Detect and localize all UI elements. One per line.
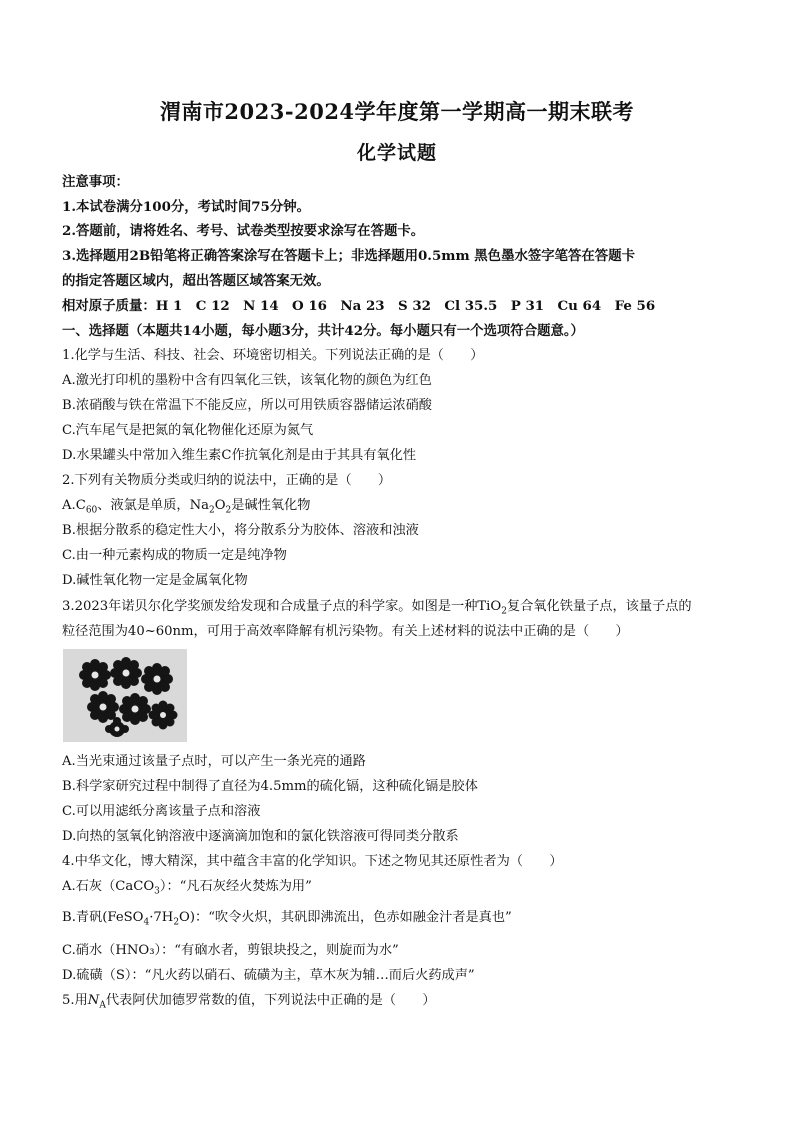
q5-na-symbol: N — [87, 993, 100, 1008]
q3-stem — [62, 598, 742, 621]
q4-b-sub-1: 4 — [143, 917, 150, 928]
q3-stem-text-2: 复合氧化铁量子点，该量子点的 — [506, 599, 692, 614]
q2-a-sub-1: 60 — [85, 505, 98, 516]
q5-text-2: 代表阿伏加德罗常数的值，下列说法中正确的是（ ） — [105, 993, 436, 1008]
q3-stem-text-1: 3.2023年诺贝尔化学奖颁发给发现和合成量子点的科学家。如图是一种TiO — [62, 599, 502, 614]
q2-option-a — [62, 497, 742, 520]
q4-b-text-3: O)：“吹令火炽，其矾即沸流出，色赤如融金汁者是真也” — [179, 910, 512, 925]
q4-option-b — [62, 909, 742, 932]
q5-stem — [62, 992, 742, 1015]
q4-stem: 4.中华文化，博大精深，其中蕴含丰富的化学知识。下述之物见其还原性者为（ ） — [62, 854, 563, 869]
q1-option-a: A.激光打印机的墨粉中含有四氧化三铁，该氧化物的颜色为红色 — [62, 373, 432, 388]
notes-heading: 注意事项： — [62, 174, 129, 190]
q1-stem: 1.化学与生活、科技、社会、环境密切相关。下列说法正确的是（ ） — [62, 348, 484, 363]
q1-option-d: D.水果罐头中常加入维生素C作抗氧化剂是由于其具有氧化性 — [62, 448, 417, 463]
section-heading: 一、选择题（本题共14小题，每小题3分，共计42分。每小题只有一个选项符合题意。） — [62, 323, 584, 339]
quantum-dot-figure — [63, 649, 187, 742]
q1-option-c: C.汽车尾气是把氮的氧化物催化还原为氮气 — [62, 423, 314, 438]
q1-option-b: B.浓硝酸与铁在常温下不能反应，所以可用铁质容器储运浓硝酸 — [62, 398, 432, 413]
q2-a-sub-2: 2 — [208, 505, 215, 516]
q4-option-d: D.硫磺（S）：“凡火药以硝石、硫磺为主，草木灰为辅…而后火药成声” — [62, 968, 475, 983]
note-item-3-cont: 的指定答题区域内，超出答题区域答案无效。 — [62, 273, 330, 289]
q3-option-d: D.向热的氢氧化钠溶液中逐滴滴加饱和的氯化铁溶液可得同类分散系 — [62, 829, 459, 844]
note-item-1: 1.本试卷满分100分，考试时间75分钟。 — [62, 199, 311, 215]
q4-option-a — [62, 878, 742, 901]
exam-title: 渭南市2023-2024学年度第一学期高一期末联考 — [159, 99, 635, 124]
q2-option-c: C.由一种元素构成的物质一定是纯净物 — [62, 548, 287, 563]
q4-option-c: C.硝水（HNO₃）：“有硇水者，剪银块投之，则旋而为水” — [62, 943, 399, 958]
q2-a-sub-3: 2 — [225, 505, 232, 516]
q2-a-text-1: A.C — [62, 498, 86, 513]
q3-option-a: A.当光束通过该量子点时，可以产生一条光亮的通路 — [62, 754, 366, 769]
q2-option-d: D.碱性氧化物一定是金属氧化物 — [62, 573, 248, 588]
q5-na-sub: A — [99, 1000, 106, 1011]
q2-option-b: B.根据分散系的稳定性大小，将分散系分为胶体、溶液和浊液 — [62, 523, 419, 538]
note-item-3: 3.选择题用2B铅笔将正确答案涂写在答题卡上；非选择题用0.5mm 黑色墨水签字笔答在答题卡 — [62, 248, 635, 264]
q4-b-text-1: B.青矾(FeSO — [62, 910, 144, 925]
q3-option-b: B.科学家研究过程中制得了直径为4.5mm的硫化镉，这种硫化镉是胶体 — [62, 779, 478, 794]
q4-b-sub-2: 2 — [173, 917, 180, 928]
atomic-masses: 相对原子质量：H 1 C 12 N 14 O 16 Na 23 S 32 Cl 35.5 P 31 Cu 64 Fe 56 — [62, 298, 656, 314]
quantum-dot-image — [63, 649, 187, 742]
q5-text-1: 5.用 — [62, 993, 88, 1008]
q4-a-text-1: A.石灰（CaCO — [62, 879, 155, 894]
exam-subtitle: 化学试题 — [356, 142, 437, 164]
q2-a-text-4: 是碱性氧化物 — [231, 498, 311, 513]
q2-a-text-3: O — [214, 498, 226, 513]
q4-b-text-2: ·7H — [149, 910, 174, 925]
q3-stem-sub: 2 — [501, 606, 507, 617]
q3-option-c: C.可以用滤纸分离该量子点和溶液 — [62, 804, 261, 819]
q3-stem-line2: 粒径范围为40~60nm，可用于高效率降解有机污染物。有关上述材料的说法中正确的是（ ） — [62, 624, 629, 639]
note-item-2: 2.答题前，请将姓名、考号、试卷类型按要求涂写在答题卡。 — [62, 223, 425, 239]
q4-a-sub: 3 — [154, 886, 160, 897]
q2-stem: 2.下列有关物质分类或归纳的说法中，正确的是（ ） — [62, 473, 392, 488]
q2-a-text-2: 、液氯是单质，Na — [97, 498, 209, 513]
q4-a-text-2: ）：“凡石灰经火焚炼为用” — [159, 879, 312, 894]
